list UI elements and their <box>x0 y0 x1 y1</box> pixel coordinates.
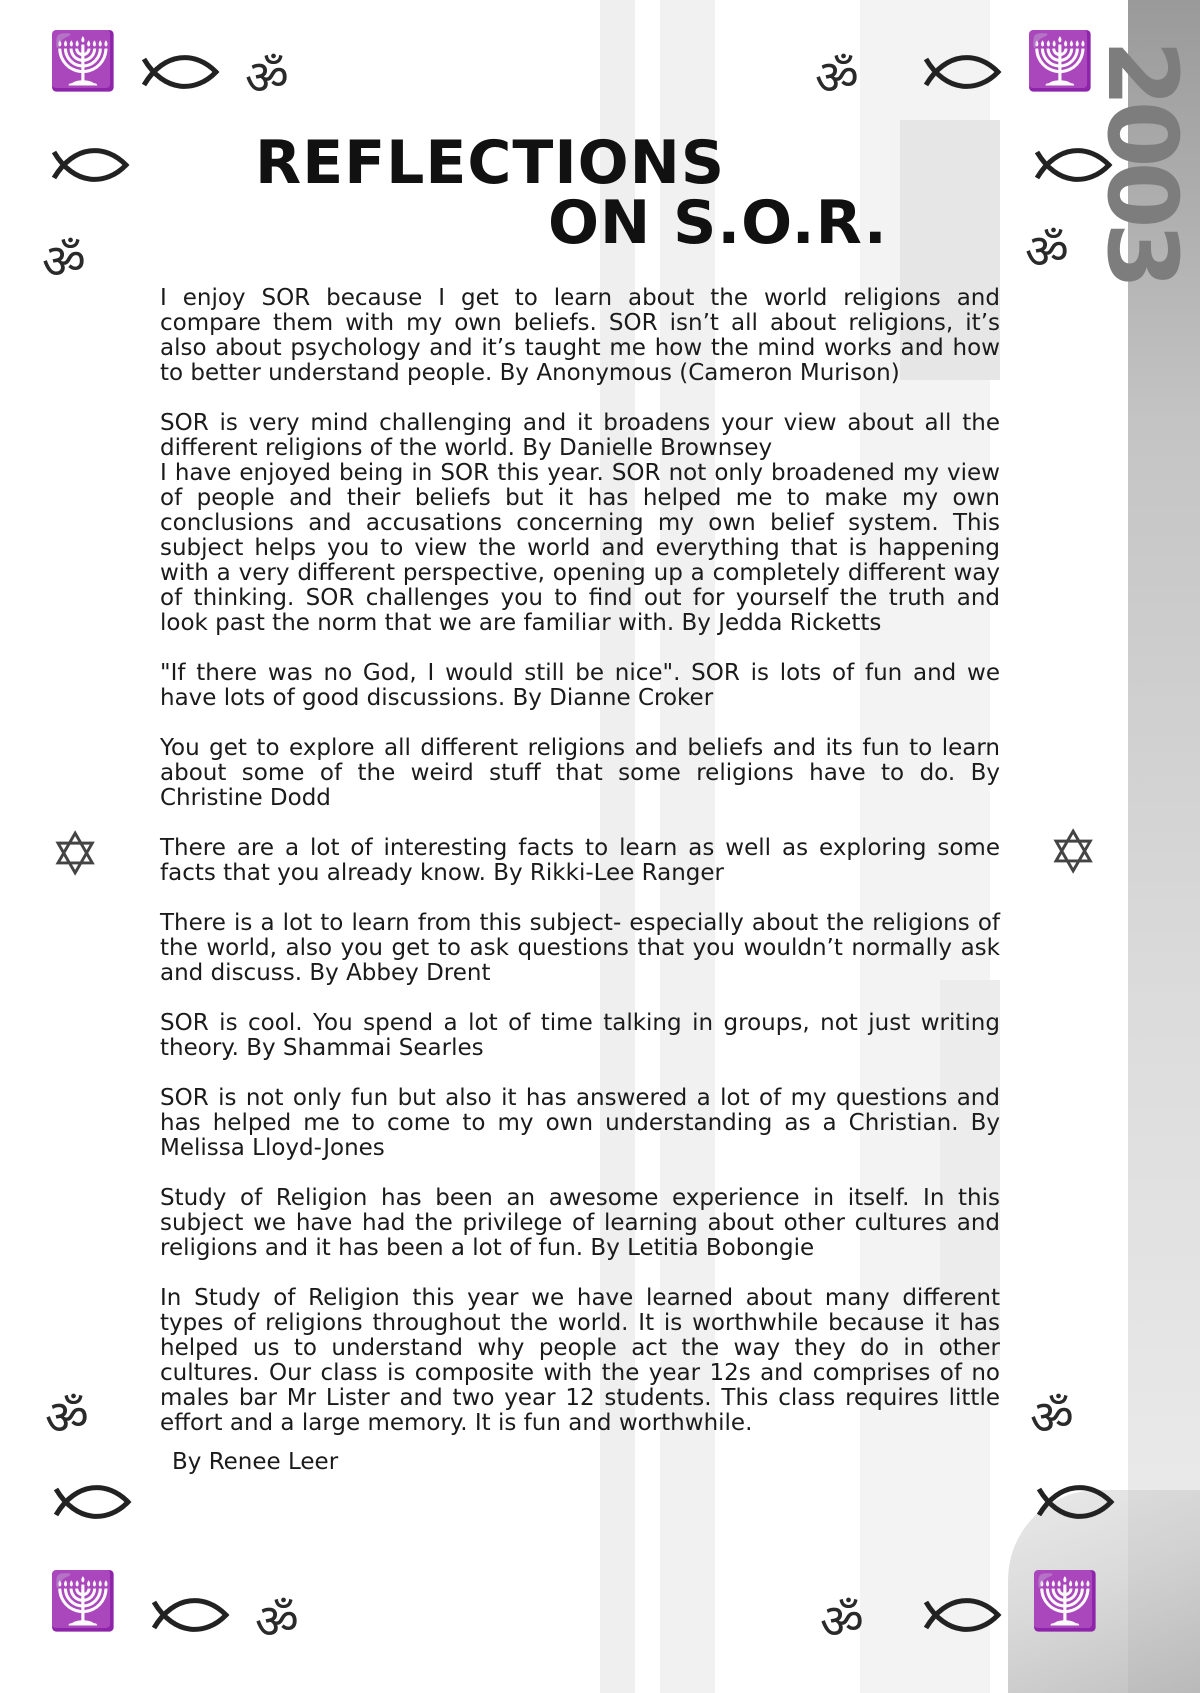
entry-text: Study of Religion has been an awesome experience in itself. In this subject we have had the privilege of learning about other cultures and religions and it has been a lot of fun. By Letitia Bobongie <box>160 1185 1000 1261</box>
entry-text: In Study of Religion this year we have learned about many different types of religions throughout the world. It is worthwhile because it has helped us to understand why people act the way they do in other cultures. Our class is composite with the year 12s and comprises of no males bar Mr Lister and two year 12 students. This class requires little effort and a large memory. It is fun and worthwhile. <box>160 1285 1000 1436</box>
entry-text: I enjoy SOR because I get to learn about the world religions and compare them with my own beliefs. SOR isn’t all about religions, it’s also about psychology and it’s taught me how the mind works and how to better understand people. By Anonymous (Cameron Murison) <box>160 285 1000 386</box>
reflection-entry <box>160 1011 1000 1061</box>
ichthys-icon <box>922 1598 1002 1632</box>
om-icon: ॐ <box>1030 1390 1074 1446</box>
ichthys-icon <box>150 1598 230 1632</box>
entry-text: There are a lot of interesting facts to learn as well as exploring some facts that you already know. By Rikki-Lee Ranger <box>160 835 1000 886</box>
entry-text: You get to explore all different religions and beliefs and its fun to learn about some of the weird stuff that some religions have to do. By Christine Dodd <box>160 735 1000 811</box>
om-icon: ॐ <box>255 1594 299 1650</box>
entry-text: "If there was no God, I would still be nice". SOR is lots of fun and we have lots of good discussions. By Dianne Croker <box>160 660 1000 711</box>
reflections-list <box>160 286 1000 1475</box>
ichthys-icon <box>52 1485 132 1519</box>
ichthys-icon <box>1033 148 1113 182</box>
year-text: 2003 <box>1086 40 1198 284</box>
final-byline: By Renee Leer <box>172 1449 339 1475</box>
reflection-entry <box>160 736 1000 811</box>
reflection-entry <box>160 911 1000 986</box>
reflection-entry <box>160 1086 1000 1161</box>
ichthys-icon <box>50 148 130 182</box>
om-icon: ॐ <box>815 50 859 106</box>
reflection-entry <box>160 1286 1000 1436</box>
entry-text: SOR is not only fun but also it has answered a lot of my questions and has helped me to come to my own understanding as a Christian. By Melissa Lloyd-Jones <box>160 1085 1000 1161</box>
menorah-icon: 🕎 <box>48 1569 118 1634</box>
ichthys-icon <box>140 55 220 89</box>
om-icon: ॐ <box>45 1390 89 1446</box>
reflection-entry <box>160 411 1000 636</box>
entry-text: There is a lot to learn from this subject- especially about the religions of the world, also you get to ask questions that you wouldn’t normally ask and discuss. By Abbey Drent <box>160 910 1000 986</box>
reflection-entry <box>160 836 1000 886</box>
menorah-icon: 🕎 <box>1025 29 1095 94</box>
ichthys-icon <box>922 55 1002 89</box>
om-icon: ॐ <box>1025 224 1069 280</box>
om-icon: ॐ <box>42 234 86 290</box>
star-of-david-icon: ✡ <box>1048 818 1099 888</box>
reflection-entry <box>160 286 1000 386</box>
reflection-entry <box>160 661 1000 711</box>
side-strip <box>1086 0 1200 1693</box>
entry-text: SOR is cool. You spend a lot of time talking in groups, not just writing theory. By Shammai Searles <box>160 1010 1000 1061</box>
om-icon: ॐ <box>820 1594 864 1650</box>
reflection-entry <box>160 1186 1000 1261</box>
ichthys-icon <box>1035 1485 1115 1519</box>
menorah-icon: 🕎 <box>48 29 118 94</box>
page-subtitle: ON S.O.R. <box>548 188 888 258</box>
om-icon: ॐ <box>245 50 289 106</box>
entry-text: I have enjoyed being in SOR this year. SOR not only broadened my view of people and their beliefs but it has helped me to make my own conclusions and accusations concerning my own belief system. This subject helps you to view the world and everything that is happening with a very different perspective, opening up a completely different way of thinking. SOR challenges you to find out for yourself the truth and look past the norm that we are familiar with. By Jedda Ricketts <box>160 460 1000 636</box>
menorah-icon: 🕎 <box>1030 1569 1100 1634</box>
entry-text: SOR is very mind challenging and it broadens your view about all the different religions of the world. By Danielle Brownsey <box>160 410 1000 461</box>
page-title: REFLECTIONS <box>255 128 726 198</box>
star-of-david-icon: ✡ <box>50 820 101 890</box>
